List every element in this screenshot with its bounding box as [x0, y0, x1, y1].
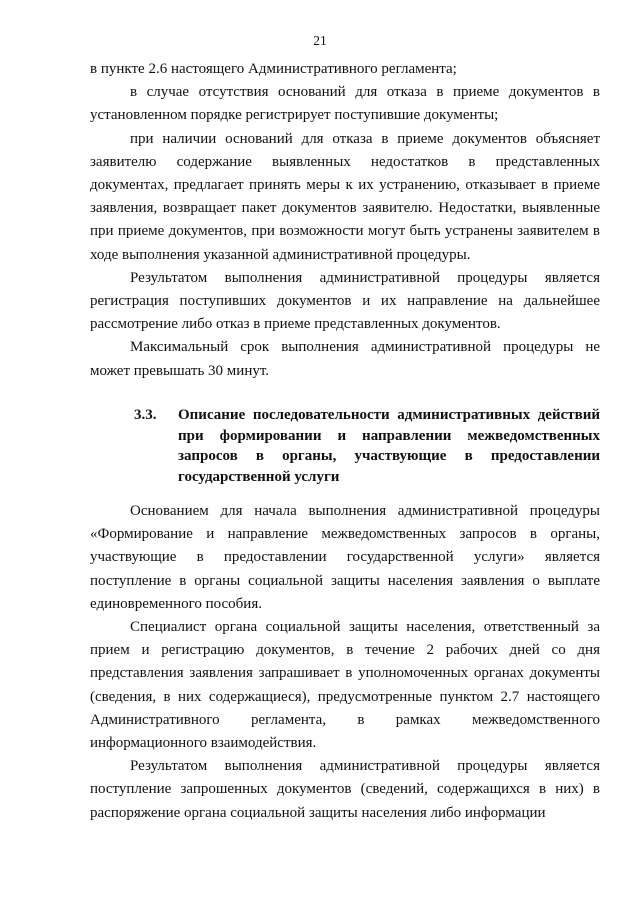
body-text-after-section: [90, 500, 600, 825]
paragraph: Результатом выполнения административной процедуры является поступление запрошенных документов (сведений, содержащихся в них) в распоряжение органа социальной защиты населения либо информации: [90, 758, 600, 821]
body-text-before-section: [90, 58, 600, 383]
paragraph: Специалист органа социальной защиты населения, ответственный за прием и регистрацию документов, в течение 2 рабочих дней со дня представления заявления запрашивает в уполномоченных органах документы (сведения, в них содержащиеся), предусмотренные пунктом 2.7 настоящего Административного регламента, в рамках межведомственного информационного взаимодействия.: [90, 619, 600, 752]
paragraph: Основанием для начала выполнения административной процедуры «Формирование и направление межведомственных запросов в органы, участвующие в предоставлении государственной услуги» является поступление в органы социальной защиты населения заявления о выплате единовременного пособия.: [90, 503, 600, 612]
paragraph: в пункте 2.6 настоящего Административного регламента;: [90, 61, 457, 77]
paragraph: Максимальный срок выполнения административной процедуры не может превышать 30 минут.: [90, 339, 600, 379]
paragraph: Результатом выполнения административной процедуры является регистрация поступивших документов и их направление на дальнейшее рассмотрение либо отказ в приеме представленных документов.: [90, 269, 600, 333]
section-title: Описание последовательности административных действий при формировании и направлении межведомственных запросов в органы, участвующие в предоставлении государственной услуги: [178, 407, 600, 485]
paragraph: при наличии оснований для отказа в приеме документов объясняет заявителю содержание выявленных недостатков в представленных документах, предлагает принять меры к их устранению, отказывает в приеме заявления, возвращает пакет документов заявителю. Недостатки, выявленные при приеме документов, при возможности могут быть устранены заявителем в ходе выполнения указанной административной процедуры.: [90, 130, 600, 263]
section-heading: [90, 405, 600, 487]
page-number: 21: [313, 33, 327, 48]
section-number: 3.3.: [134, 407, 157, 423]
paragraph: в случае отсутствия оснований для отказа в приеме документов в установленном порядке регистрирует поступившие документы;: [90, 84, 600, 124]
